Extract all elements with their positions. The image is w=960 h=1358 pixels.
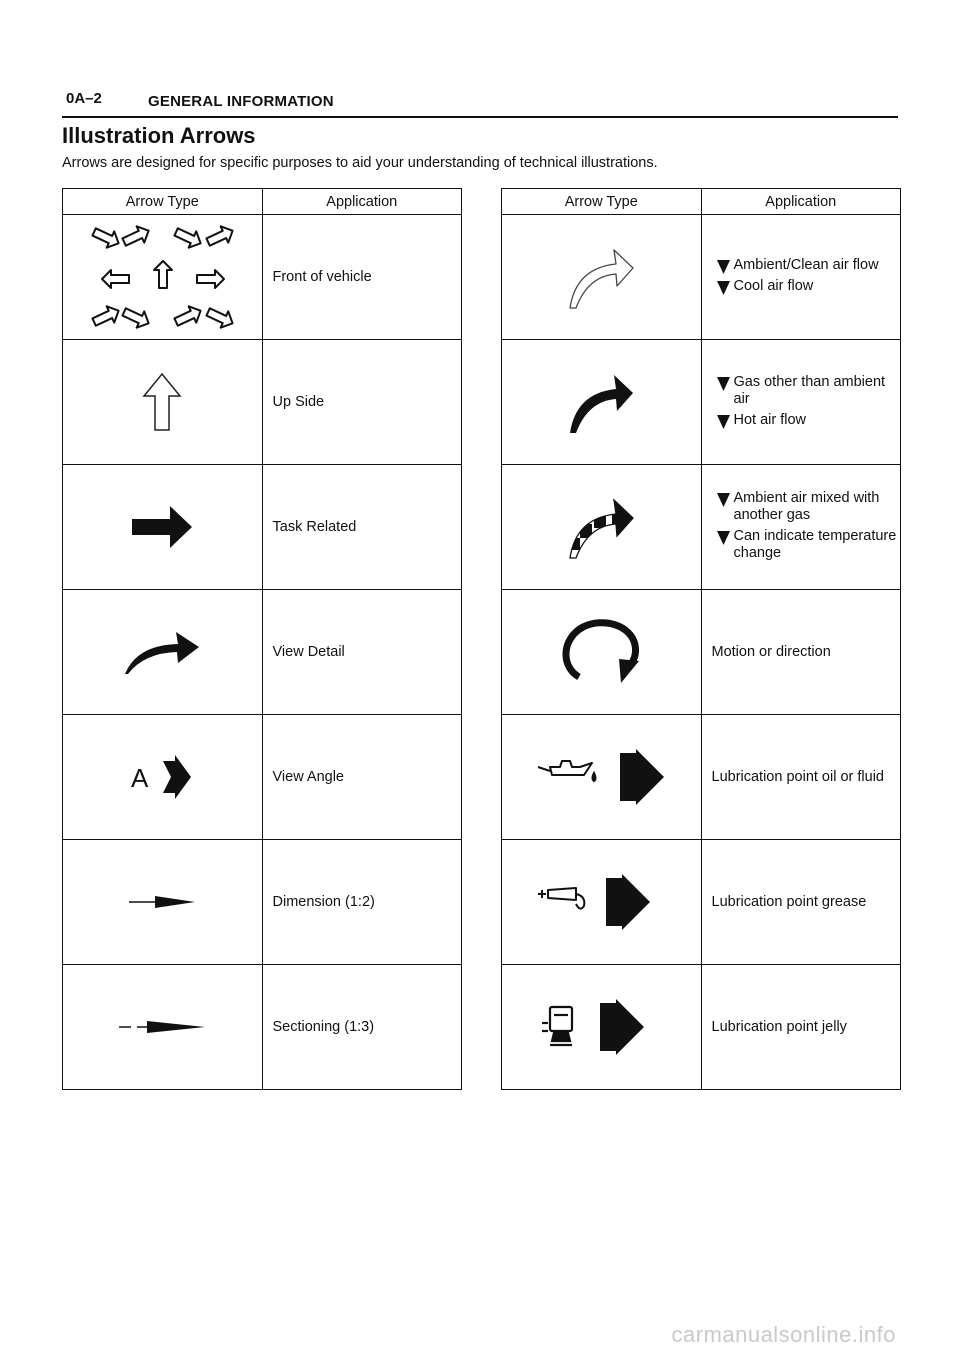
application-text: Lubrication point grease [701,840,901,965]
bullet-text: Hot air flow [733,411,807,428]
table-row [502,215,901,340]
ambient-air-arrow-icon [502,215,702,340]
table-row [502,965,901,1090]
intro-text: Arrows are designed for specific purposes to aid your understanding of technical illustrations. [62,155,658,171]
motion-direction-arrow-icon [502,590,702,715]
table-row [63,465,462,590]
table-row [63,340,462,465]
bullet-text: Can indicate temperature change [733,528,897,561]
lubrication-arrow-icon [606,874,650,930]
dimension-arrow-icon [63,840,263,965]
application-text: Dimension (1:2) [262,840,462,965]
list-item [717,278,901,295]
table-row [502,590,901,715]
bullet-text: Ambient air mixed with another gas [733,490,880,523]
application-text: View Angle [262,715,462,840]
application-text: Up Side [262,340,462,465]
oil-can-icon [538,761,596,781]
view-detail-arrow-icon [63,590,263,715]
bullet-text: Gas other than ambient air [733,373,886,407]
table-row [63,215,462,340]
col-header-application: Application [262,189,462,215]
arrow-table-left [62,188,462,1090]
view-angle-label: A [131,763,149,793]
application-text: Motion or direction [701,590,901,715]
bullet-list [712,490,901,562]
header-rule [62,116,898,118]
table-row [502,340,901,465]
bullet-list [712,374,901,429]
list-item [717,412,901,429]
bullet-list [712,257,901,295]
application-text: Lubrication point oil or fluid [701,715,901,840]
application-text: Front of vehicle [262,215,462,340]
up-side-arrow-icon [63,340,263,465]
table-row [502,715,901,840]
list-item [717,490,901,524]
lubrication-arrow-icon [620,749,664,805]
section-title: GENERAL INFORMATION [148,93,334,110]
bullet-text: Ambient/Clean air flow [733,257,879,273]
grease-tube-icon [538,888,584,909]
table-row [63,840,462,965]
page-number: 0A–2 [66,90,102,107]
list-item [717,374,901,408]
watermark: carmanualsonline.info [671,1322,896,1347]
bullet-text: Cool air flow [733,278,814,294]
jelly-jar-icon [542,1007,572,1045]
col-header-arrow-type: Arrow Type [63,189,263,215]
mixed-gas-arrow-icon [502,465,702,590]
sectioning-arrow-icon [63,965,263,1090]
hot-gas-arrow-icon [502,340,702,465]
application-text: View Detail [262,590,462,715]
page-title: Illustration Arrows [62,123,256,148]
application-text: Task Related [262,465,462,590]
front-of-vehicle-arrows-icon [63,215,263,340]
table-row [502,465,901,590]
table-row [63,965,462,1090]
lubrication-arrow-icon [600,999,644,1055]
table-row [502,840,901,965]
application-text: Sectioning (1:3) [262,965,462,1090]
arrow-table-right [501,188,901,1090]
task-related-arrow-icon [63,465,263,590]
col-header-application: Application [701,189,901,215]
table-row [63,715,462,840]
application-text: Lubrication point jelly [701,965,901,1090]
list-item [717,257,901,274]
view-angle-arrow-icon [127,753,197,801]
table-row [63,590,462,715]
col-header-arrow-type: Arrow Type [502,189,702,215]
list-item [717,528,901,562]
